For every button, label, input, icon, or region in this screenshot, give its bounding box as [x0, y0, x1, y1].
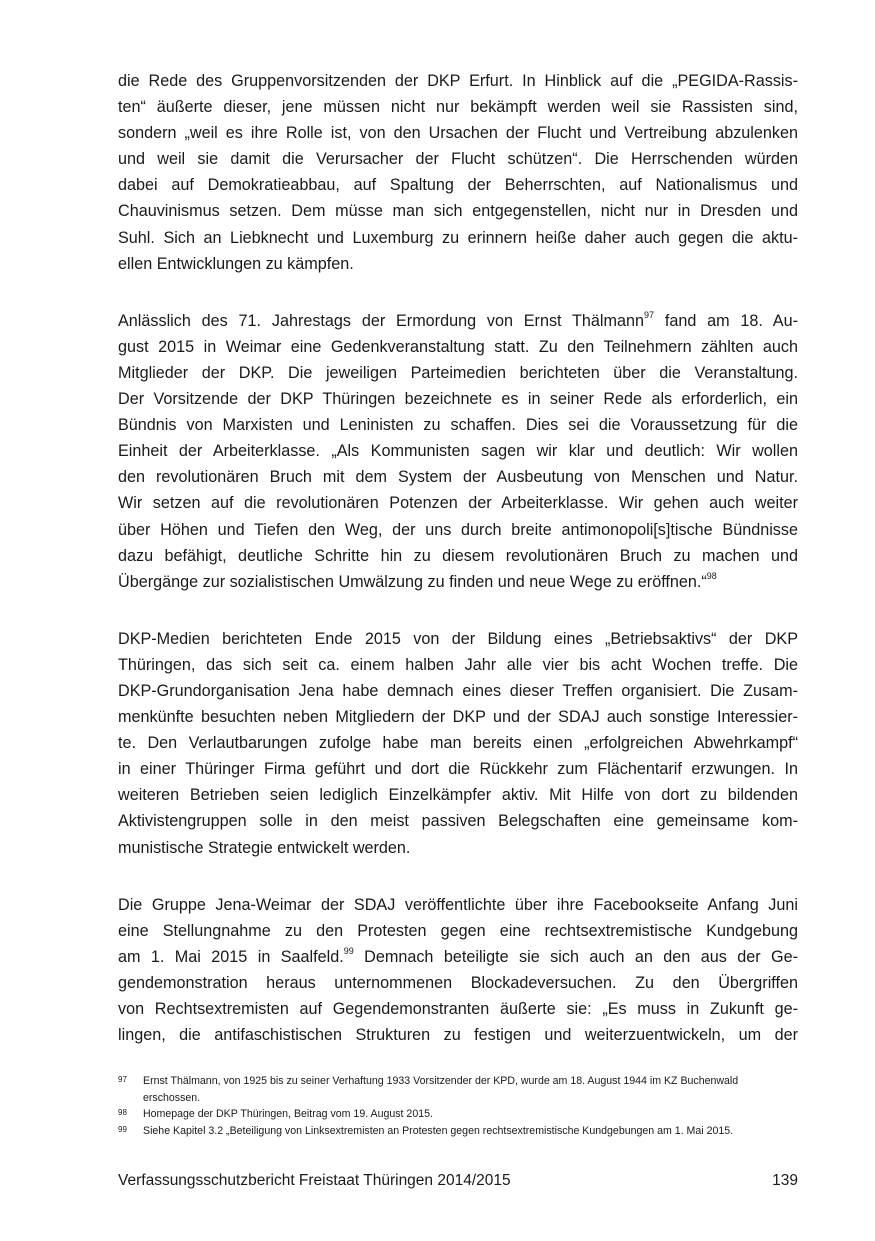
text-segment: fand am 18. Au- [654, 311, 798, 330]
text-segment: Demnach beteiligte sie sich auch an den aus der Ge- [353, 947, 798, 966]
footnote-98 [118, 1106, 798, 1123]
text-line: Mitglieder der DKP. Die jeweiligen Parteimedien berichteten über die Veranstaltung. [118, 363, 798, 382]
text-line: DKP-Grundorganisation Jena habe demnach eines dieser Treffen organisiert. Die Zusam- [118, 681, 798, 700]
text-line: munistische Strategie entwickelt werden. [118, 838, 411, 857]
text-segment: Anlässlich des 71. Jahrestags der Ermordung von Ernst Thälmann [118, 311, 645, 330]
footnote-number: 99 [118, 1124, 127, 1134]
text-line: Aktivistengruppen solle in den meist passiven Belegschaften eine gemeinsame kom- [118, 812, 798, 831]
paragraph-dkp-erfurt [118, 68, 798, 277]
footnote-text: erschossen. [143, 1091, 201, 1104]
body-text [118, 68, 798, 1079]
report-title: Verfassungsschutzbericht Freistaat Thüringen 2014/2015 [118, 1172, 511, 1189]
footnote-reference[interactable]: 99 [343, 946, 354, 957]
text-line: gendemonstration heraus unternommenen Blockadeversuchen. Zu den Übergriffen [118, 973, 798, 992]
text-line: ellen Entwicklungen zu kämpfen. [118, 254, 354, 273]
text-line: Chauvinismus setzen. Dem müsse man sich entgegenstellen, nicht nur in Dresden und [118, 202, 798, 221]
text-line: Suhl. Sich an Liebknecht und Luxemburg zu erinnern heiße daher auch gegen die aktu- [118, 228, 798, 247]
text-line [118, 308, 798, 334]
text-line: lingen, die antifaschistischen Strukturen zu festigen und weiterzuentwickeln, um der [118, 1026, 798, 1045]
text-line: Die Gruppe Jena-Weimar der SDAJ veröffentlichte über ihre Facebookseite Anfang Juni [118, 895, 798, 914]
text-line: menkünfte besuchten neben Mitgliedern der DKP und der SDAJ auch sonstige Interessier- [118, 708, 798, 727]
text-line: und weil sie damit die Verursacher der Flucht schützen“. Die Herrschenden würden [118, 150, 798, 169]
text-line: Der Vorsitzende der DKP Thüringen bezeichnete es in seiner Rede als erforderlich, ein [118, 390, 798, 409]
text-segment: Übergänge zur sozialistischen Umwälzung zu finden und neue Wege zu eröffnen.“ [118, 572, 707, 591]
text-line: die Rede des Gruppenvorsitzenden der DKP Erfurt. In Hinblick auf die „PEGIDA-Rassis- [118, 72, 798, 90]
text-line: gust 2015 in Weimar eine Gedenkveranstaltung statt. Zu den Teilnehmern zählten auch [118, 337, 798, 356]
paragraph-betriebsaktiv [118, 626, 798, 861]
footnote-97 [118, 1073, 798, 1106]
text-line: von Rechtsextremisten auf Gegendemonstranten äußerte sie: „Es muss in Zukunft ge- [118, 1000, 798, 1018]
text-line: Wir setzen auf die revolutionären Potenzen der Arbeiterklasse. Wir gehen auch weiter [118, 494, 798, 513]
text-line [118, 569, 798, 595]
footnote-number: 98 [118, 1108, 127, 1117]
footnote-reference[interactable]: 97 [644, 310, 655, 321]
text-line [118, 944, 798, 970]
text-line: dazu befähigt, deutliche Schritte hin zu diesem revolutionären Bruch zu machen und [118, 546, 798, 565]
footnotes [118, 1073, 798, 1139]
text-line: in einer Thüringer Firma geführt und dort die Rückkehr zum Flächentarif erzwungen. In [118, 760, 798, 779]
text-line: dabei auf Demokratieabbau, auf Spaltung der Beherrschten, auf Nationalismus und [118, 176, 798, 195]
paragraph-thaelmann-commemoration [118, 308, 798, 595]
paragraph-sdaj-jena-weimar [118, 892, 798, 1049]
text-line: te. Den Verlautbarungen zufolge habe man bereits einen „erfolgreichen Abwehrkampf“ [118, 734, 798, 753]
text-line: über Höhen und Tiefen den Weg, der uns durch breite antimonopoli[s]tische Bündnisse [118, 520, 798, 539]
text-line: weiteren Betrieben seien lediglich Einzelkämpfer aktiv. Mit Hilfe von dort zu bildenden [118, 786, 798, 805]
footnote-reference[interactable]: 98 [706, 571, 717, 582]
footnote-text: Ernst Thälmann, von 1925 bis zu seiner Verhaftung 1933 Vorsitzender der KPD, wurde am 18. August 1944 im KZ Buchenwald [143, 1075, 739, 1087]
text-line: Bündnis von Marxisten und Leninisten zu schaffen. Dies sei die Voraussetzung für die [118, 416, 798, 435]
text-line: DKP-Medien berichteten Ende 2015 von der Bildung eines „Betriebsaktivs“ der DKP [118, 629, 798, 648]
page-number: 139 [772, 1172, 798, 1189]
text-segment: am 1. Mai 2015 in Saalfeld. [118, 947, 344, 966]
text-line: eine Stellungnahme zu den Protesten gegen eine rechtsextremistische Kundgebung [118, 921, 798, 940]
text-line: den revolutionären Bruch mit dem System der Ausbeutung von Menschen und Natur. [118, 468, 798, 487]
text-line: ten“ äußerte dieser, jene müssen nicht nur bekämpft werden weil sie Rassisten sind, [118, 98, 798, 117]
text-line: Einheit der Arbeiterklasse. „Als Kommunisten sagen wir klar und deutlich: Wir wollen [118, 442, 798, 461]
footnote-text: Siehe Kapitel 3.2 „Beteiligung von Linksextremisten an Protesten gegen rechtsextremistische Kundgebungen am 1. Mai 2015. [143, 1124, 734, 1137]
footnote-99 [118, 1123, 798, 1140]
footnote-text: Homepage der DKP Thüringen, Beitrag vom 19. August 2015. [143, 1108, 433, 1120]
text-line: sondern „weil es ihre Rolle ist, von den Ursachen der Flucht und Vertreibung abzulenken [118, 124, 798, 143]
footnote-number: 97 [118, 1075, 127, 1084]
text-line: Thüringen, das sich seit ca. einem halben Jahr alle vier bis acht Wochen treffe. Die [118, 655, 798, 674]
